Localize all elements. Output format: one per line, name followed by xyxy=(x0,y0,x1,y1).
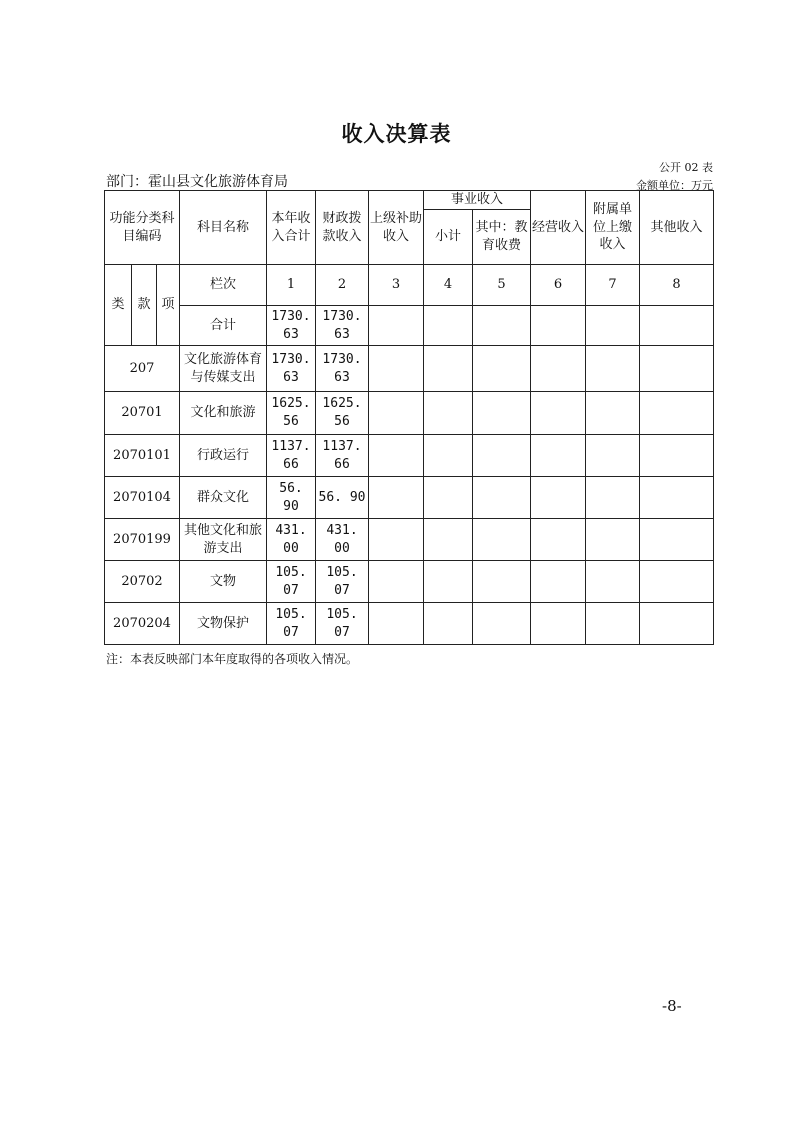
total-amount: 1730. 63 xyxy=(267,306,316,346)
row-total: 1730. 63 xyxy=(267,346,316,392)
table-note: 注：本表反映部门本年度取得的各项收入情况。 xyxy=(106,652,359,666)
empty-cell xyxy=(586,477,640,519)
totals-row xyxy=(105,306,714,346)
fiscal-amount: 1730. 63 xyxy=(316,306,369,346)
empty-cell xyxy=(369,561,424,603)
header-affiliated: 附属单位上缴收入 xyxy=(586,191,640,265)
empty-cell xyxy=(640,346,714,392)
row-code: 20702 xyxy=(105,561,180,603)
empty-cell xyxy=(531,561,586,603)
header-subject-name: 科目名称 xyxy=(180,191,267,265)
row-name: 文物保护 xyxy=(180,603,267,645)
row-name: 文化和旅游 xyxy=(180,392,267,435)
income-table xyxy=(104,190,714,645)
empty-cell xyxy=(640,561,714,603)
empty-cell xyxy=(473,477,531,519)
row-total: 431. 00 xyxy=(267,519,316,561)
row-name: 其他文化和旅游支出 xyxy=(180,519,267,561)
col-index: 8 xyxy=(640,265,714,306)
table-row xyxy=(105,346,714,392)
empty-cell xyxy=(424,306,473,346)
row-name: 群众文化 xyxy=(180,477,267,519)
table-row xyxy=(105,519,714,561)
header-lanci: 栏次 xyxy=(180,265,267,306)
empty-cell xyxy=(369,346,424,392)
empty-cell xyxy=(531,519,586,561)
empty-cell xyxy=(640,519,714,561)
header-row-1 xyxy=(105,191,714,210)
empty-cell xyxy=(586,392,640,435)
col-index: 7 xyxy=(586,265,640,306)
header-total: 本年收入合计 xyxy=(267,191,316,265)
empty-cell xyxy=(586,435,640,477)
empty-cell xyxy=(531,603,586,645)
table-row xyxy=(105,477,714,519)
empty-cell xyxy=(424,477,473,519)
empty-cell xyxy=(369,603,424,645)
header-xiang: 项 xyxy=(157,265,180,346)
row-name: 文物 xyxy=(180,561,267,603)
form-number: 公开 02 表 xyxy=(659,161,713,174)
table-row xyxy=(105,392,714,435)
empty-cell xyxy=(424,561,473,603)
header-education: 其中：教育收费 xyxy=(473,210,531,265)
empty-cell xyxy=(369,435,424,477)
header-operating: 经营收入 xyxy=(531,191,586,265)
empty-cell xyxy=(473,306,531,346)
row-code: 2070199 xyxy=(105,519,180,561)
empty-cell xyxy=(424,435,473,477)
row-total: 105. 07 xyxy=(267,561,316,603)
col-index: 1 xyxy=(267,265,316,306)
header-func-code: 功能分类科目编码 xyxy=(105,191,180,265)
col-index: 3 xyxy=(369,265,424,306)
empty-cell xyxy=(586,603,640,645)
empty-cell xyxy=(473,561,531,603)
header-subtotal: 小计 xyxy=(424,210,473,265)
row-fiscal: 56. 90 xyxy=(316,477,369,519)
col-index: 6 xyxy=(531,265,586,306)
row-fiscal: 1625. 56 xyxy=(316,392,369,435)
column-index-row xyxy=(105,265,714,306)
empty-cell xyxy=(640,435,714,477)
empty-cell xyxy=(531,392,586,435)
empty-cell xyxy=(424,346,473,392)
row-name: 文化旅游体育与传媒支出 xyxy=(180,346,267,392)
header-superior: 上级补助收入 xyxy=(369,191,424,265)
empty-cell xyxy=(473,392,531,435)
col-index: 4 xyxy=(424,265,473,306)
empty-cell xyxy=(369,519,424,561)
empty-cell xyxy=(424,519,473,561)
empty-cell xyxy=(424,392,473,435)
empty-cell xyxy=(473,435,531,477)
empty-cell xyxy=(473,603,531,645)
empty-cell xyxy=(473,519,531,561)
row-code: 2070101 xyxy=(105,435,180,477)
empty-cell xyxy=(473,346,531,392)
empty-cell xyxy=(640,306,714,346)
row-fiscal: 1730. 63 xyxy=(316,346,369,392)
row-code: 2070104 xyxy=(105,477,180,519)
row-fiscal: 431. 00 xyxy=(316,519,369,561)
page-title: 收入决算表 xyxy=(341,122,452,146)
header-heji: 合计 xyxy=(180,306,267,346)
empty-cell xyxy=(640,477,714,519)
empty-cell xyxy=(369,477,424,519)
row-fiscal: 105. 07 xyxy=(316,603,369,645)
col-index: 2 xyxy=(316,265,369,306)
row-code: 207 xyxy=(105,346,180,392)
header-kuan: 款 xyxy=(132,265,157,346)
empty-cell xyxy=(531,477,586,519)
row-fiscal: 1137. 66 xyxy=(316,435,369,477)
table-row xyxy=(105,435,714,477)
empty-cell xyxy=(586,561,640,603)
empty-cell xyxy=(586,306,640,346)
row-fiscal: 105. 07 xyxy=(316,561,369,603)
header-fiscal: 财政拨款收入 xyxy=(316,191,369,265)
row-name: 行政运行 xyxy=(180,435,267,477)
table-row xyxy=(105,603,714,645)
empty-cell xyxy=(531,306,586,346)
department-label: 部门：霍山县文化旅游体育局 xyxy=(106,174,288,190)
empty-cell xyxy=(640,603,714,645)
header-other: 其他收入 xyxy=(640,191,714,265)
empty-cell xyxy=(586,346,640,392)
table-row xyxy=(105,561,714,603)
empty-cell xyxy=(531,346,586,392)
row-total: 1137. 66 xyxy=(267,435,316,477)
col-index: 5 xyxy=(473,265,531,306)
header-lei: 类 xyxy=(105,265,132,346)
empty-cell xyxy=(369,392,424,435)
row-total: 1625. 56 xyxy=(267,392,316,435)
empty-cell xyxy=(640,392,714,435)
empty-cell xyxy=(424,603,473,645)
row-total: 105. 07 xyxy=(267,603,316,645)
amount-unit-label: 金额单位：万元 xyxy=(636,179,713,192)
empty-cell xyxy=(531,435,586,477)
page-number: -8- xyxy=(662,997,682,1015)
empty-cell xyxy=(586,519,640,561)
row-code: 20701 xyxy=(105,392,180,435)
row-code: 2070204 xyxy=(105,603,180,645)
row-total: 56. 90 xyxy=(267,477,316,519)
empty-cell xyxy=(369,306,424,346)
header-business: 事业收入 xyxy=(424,191,531,210)
